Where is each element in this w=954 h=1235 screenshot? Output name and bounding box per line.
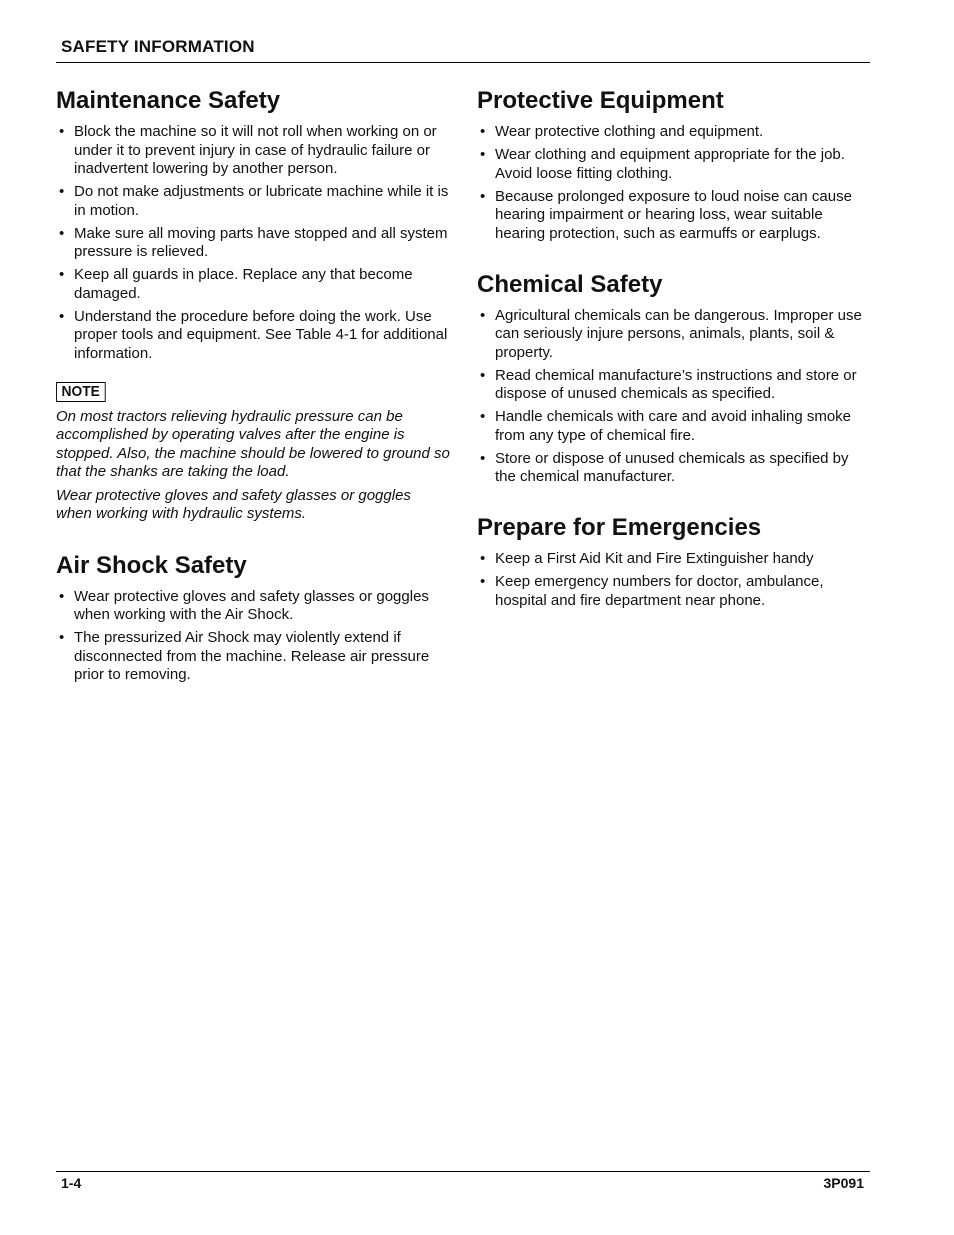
list-item [56,225,450,262]
list-item [477,573,871,610]
list-item-text: Understand the procedure before doing the work. Use proper tools and equipment. See Table 4-1 for additional information. [74,307,448,362]
air-shock-safety-section [56,551,450,685]
chemical-safety-list [477,307,871,487]
list-item-text: Agricultural chemicals can be dangerous. Improper use can seriously injure persons, animals, plants, soil & property. [495,306,862,361]
bullet-icon: • [480,306,486,324]
list-item [477,450,871,487]
list-item [56,629,450,685]
list-item-text: Read chemical manufacture’s instructions and store or dispose of unused chemicals as specified. [495,366,857,402]
prepare-for-emergencies-list [477,550,871,610]
list-item [477,146,871,183]
page-number: 1-4 [61,1175,82,1191]
prepare-for-emergencies-heading: Prepare for Emergencies [477,514,762,541]
list-item [477,550,871,569]
bullet-icon: • [59,183,65,200]
list-item-text: Handle chemicals with care and avoid inhaling smoke from any type of chemical fire. [495,408,852,444]
right-column [477,82,871,615]
list-item-text: Do not make adjustments or lubricate machine while it is in motion. [74,183,449,219]
bullet-icon: • [59,629,65,646]
list-item [56,308,450,364]
section-spacer [477,491,871,509]
header-rule [56,62,870,63]
bullet-icon: • [480,146,486,163]
list-item-text: The pressurized Air Shock may violently extend if disconnected from the machine. Release air pressure prior to removing. [74,629,430,683]
document-code: 3P091 [823,1175,864,1191]
list-item-text: Wear clothing and equipment appropriate for the job. Avoid loose fitting clothing. [495,146,845,182]
maintenance-safety-heading: Maintenance Safety [56,87,281,114]
note-paragraph: On most tractors relieving hydraulic pressure can be accomplished by operating valves after the engine is stopped. Also, the machine should be lowered to ground so that the shanks are taking the load. [56,407,450,480]
bullet-icon: • [59,123,65,140]
maintenance-safety-list [56,123,450,363]
footer-rule [56,1171,870,1172]
note-block [56,368,450,524]
list-item-text: Block the machine so it will not roll when working on or under it to prevent injury in case of hydraulic failure or inadvertent lowering by another person. [74,123,437,177]
chemical-safety-section [477,270,871,487]
list-item-text: Store or dispose of unused chemicals as specified by the chemical manufacturer. [495,449,849,485]
list-item-text: Wear protective gloves and safety glasses or goggles when working with the Air Shock. [74,587,429,623]
list-item [477,307,871,363]
list-item-text: Wear protective clothing and equipment. [495,123,764,140]
list-item [56,183,450,220]
bullet-icon: • [480,187,486,205]
maintenance-safety-section [56,86,450,363]
list-item [477,367,871,404]
running-header: SAFETY INFORMATION [61,37,255,56]
section-spacer [477,248,871,266]
protective-equipment-list [477,123,871,243]
bullet-icon: • [480,449,486,467]
list-item [477,188,871,244]
list-item-text: Keep all guards in place. Replace any that become damaged. [74,266,413,302]
chemical-safety-heading: Chemical Safety [477,270,663,298]
bullet-icon: • [59,307,65,325]
list-item-text: Keep a First Aid Kit and Fire Extinguisher handy [495,550,814,567]
list-item-text: Because prolonged exposure to loud noise can cause hearing impairment or hearing loss, wear suitable hearing protection, such as earmuffs or earplugs. [495,187,852,242]
bullet-icon: • [480,573,486,590]
list-item [477,123,871,142]
note-paragraph: Wear protective gloves and safety glasses or goggles when working with hydraulic systems. [56,486,411,522]
prepare-for-emergencies-section [477,513,871,610]
bullet-icon: • [480,550,486,567]
bullet-icon: • [480,408,486,425]
air-shock-safety-list [56,588,450,685]
list-item [56,266,450,303]
bullet-icon: • [480,366,486,384]
list-item [477,408,871,445]
section-spacer [56,529,450,547]
protective-equipment-section [477,86,871,243]
list-item [56,123,450,179]
air-shock-safety-heading: Air Shock Safety [56,551,247,579]
protective-equipment-heading: Protective Equipment [477,87,724,114]
bullet-icon: • [59,224,65,242]
list-item-text: Keep emergency numbers for doctor, ambulance, hospital and fire department near phone. [495,573,824,609]
list-item [56,588,450,625]
list-item-text: Make sure all moving parts have stopped and all system pressure is relieved. [74,224,448,260]
bullet-icon: • [59,266,65,283]
note-label: NOTE [56,382,105,402]
left-column [56,82,450,689]
bullet-icon: • [480,123,486,140]
bullet-icon: • [59,587,65,605]
